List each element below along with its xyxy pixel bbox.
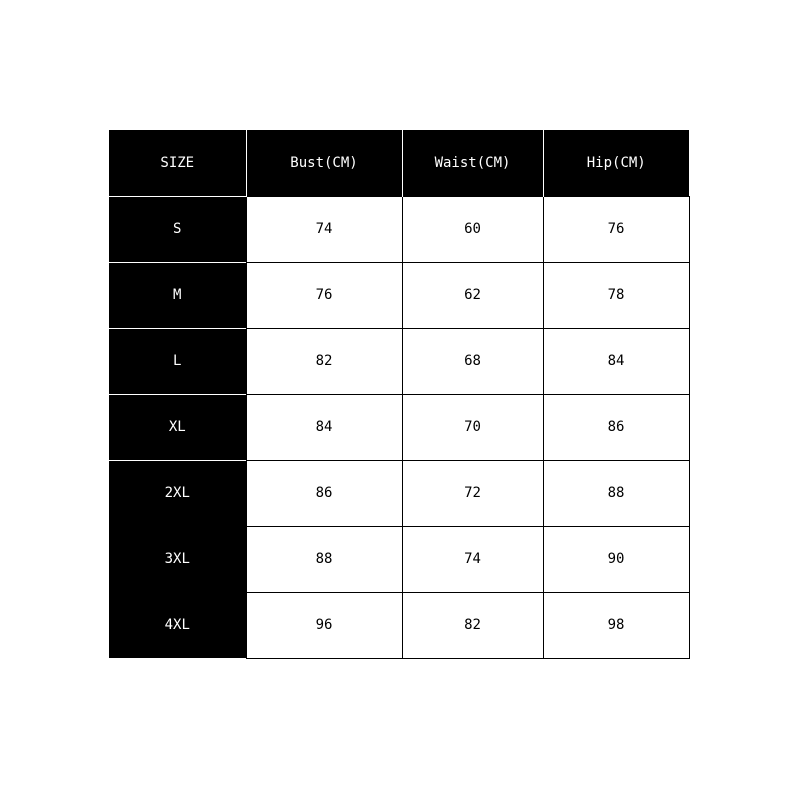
table-row: [109, 526, 689, 592]
table-row: [109, 394, 689, 460]
hip-value: 88: [543, 460, 689, 526]
table-row: [109, 196, 689, 262]
waist-value: 74: [402, 526, 543, 592]
bust-value: 74: [246, 196, 402, 262]
hip-value: 98: [543, 592, 689, 658]
size-label: S: [109, 196, 246, 262]
size-label: M: [109, 262, 246, 328]
bust-value: 82: [246, 328, 402, 394]
size-label: 2XL: [109, 460, 246, 526]
bust-value: 96: [246, 592, 402, 658]
table-row: [109, 328, 689, 394]
table-row: [109, 460, 689, 526]
bust-value: 84: [246, 394, 402, 460]
bust-value: 76: [246, 262, 402, 328]
waist-value: 82: [402, 592, 543, 658]
size-chart-table: [109, 130, 690, 659]
size-label: 3XL: [109, 526, 246, 592]
header-hip: Hip(CM): [543, 130, 689, 196]
bust-value: 88: [246, 526, 402, 592]
waist-value: 68: [402, 328, 543, 394]
table-header: [109, 130, 689, 196]
waist-value: 70: [402, 394, 543, 460]
table-row: [109, 592, 689, 658]
hip-value: 78: [543, 262, 689, 328]
header-size: SIZE: [109, 130, 246, 196]
waist-value: 62: [402, 262, 543, 328]
header-bust: Bust(CM): [246, 130, 402, 196]
size-label: L: [109, 328, 246, 394]
waist-value: 72: [402, 460, 543, 526]
hip-value: 76: [543, 196, 689, 262]
hip-value: 84: [543, 328, 689, 394]
header-waist: Waist(CM): [402, 130, 543, 196]
waist-value: 60: [402, 196, 543, 262]
hip-value: 90: [543, 526, 689, 592]
size-label: XL: [109, 394, 246, 460]
hip-value: 86: [543, 394, 689, 460]
table-body: [109, 196, 689, 658]
bust-value: 86: [246, 460, 402, 526]
header-row: [109, 130, 689, 196]
size-label: 4XL: [109, 592, 246, 658]
table-row: [109, 262, 689, 328]
